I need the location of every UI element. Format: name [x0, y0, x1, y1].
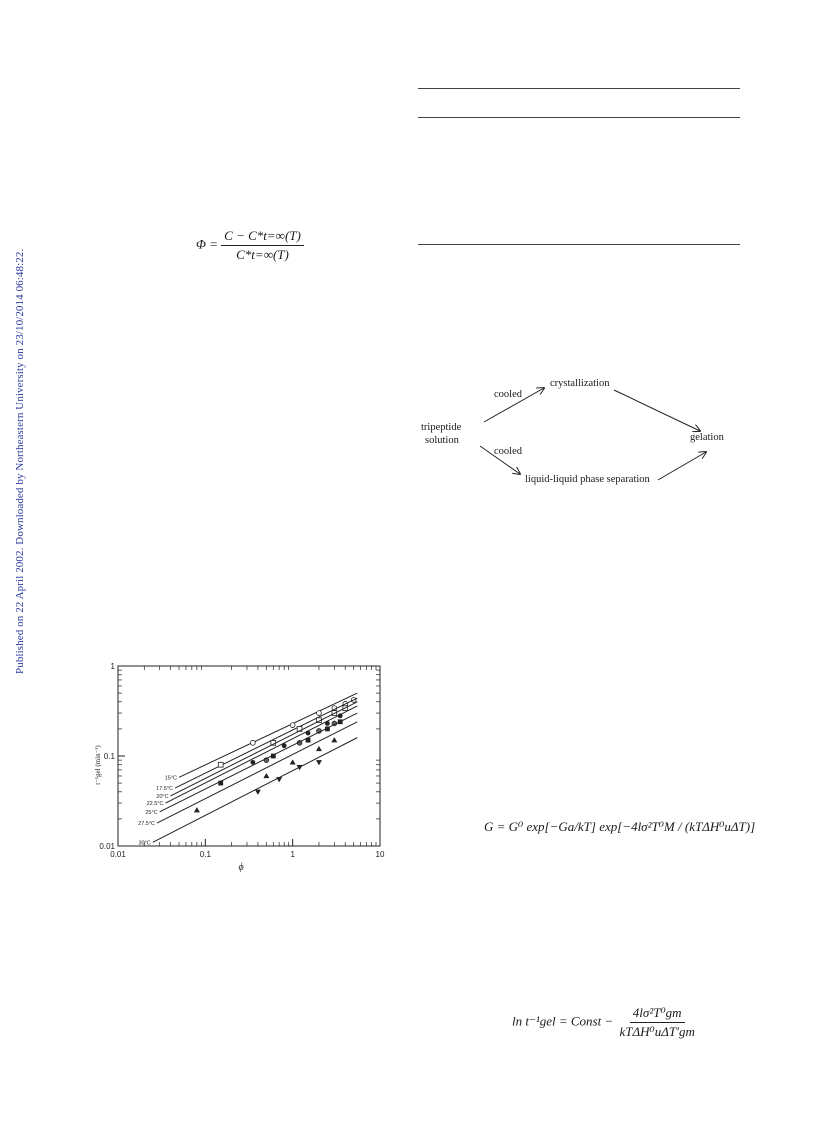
flow-separation-node: liquid-liquid phase separation	[525, 474, 650, 485]
data-point	[250, 740, 255, 745]
table-header-rule	[418, 117, 740, 118]
data-point	[316, 760, 322, 765]
phi-equation-numerator: C − C*t=∞(T)	[221, 228, 304, 246]
gel-time-equation	[512, 1005, 698, 1040]
data-point	[194, 807, 200, 812]
y-tick-label: 0.1	[103, 752, 115, 761]
series-label: 27.5°C	[138, 821, 156, 828]
data-point	[290, 759, 296, 764]
data-point	[290, 723, 295, 728]
series-line	[166, 706, 358, 803]
series-label: 17.5°C	[156, 786, 174, 793]
y-tick-label: 1	[110, 662, 115, 671]
flow-lower-path-label: cooled	[494, 446, 522, 457]
flow-diagram	[418, 370, 748, 490]
data-point	[325, 727, 330, 732]
phi-equation-fraction	[221, 228, 304, 263]
series-label: 20°C	[156, 793, 169, 800]
gel-time-equation-numerator: 4lσ²T⁰gm	[630, 1005, 685, 1023]
data-point	[263, 773, 269, 778]
arrow-crystallization-to-gelation	[614, 390, 700, 431]
data-point	[317, 711, 322, 716]
data-point	[276, 777, 282, 782]
series-label: 22.5°C	[146, 801, 164, 808]
flow-gelation-node: gelation	[690, 432, 724, 443]
gel-time-equation-denominator: kTΔH⁰uΔT′gm	[619, 1024, 695, 1039]
x-tick-label: 0.1	[199, 850, 211, 859]
flow-start-node-line2: solution	[425, 435, 459, 446]
data-point	[218, 781, 223, 786]
data-point	[316, 746, 322, 751]
y-axis-label: t⁻¹gel (min⁻¹)	[94, 745, 102, 785]
data-point	[255, 790, 261, 795]
series-label: 15°C	[164, 775, 178, 782]
gelation-rate-chart	[92, 652, 392, 872]
series-label: 30°C	[138, 840, 151, 847]
series-line	[171, 702, 358, 796]
flow-crystallization-node: crystallization	[550, 378, 610, 389]
download-margin-note: Published on 22 April 2002. Downloaded by Northeastern University on 23/10/2014 06:48:22.	[14, 248, 26, 674]
flow-start-node-line1: tripeptide	[421, 422, 462, 433]
series-line	[157, 722, 357, 823]
flow-upper-path-label: cooled	[494, 389, 522, 400]
x-tick-label: 1	[290, 850, 295, 859]
phi-equation-denominator: C*t=∞(T)	[236, 247, 289, 262]
y-tick-label: 0.01	[99, 842, 115, 851]
growth-rate-equation: G = G⁰ exp[−Ga/kT] exp[−4lσ²T⁰M / (kTΔH⁰uΔT)]	[484, 819, 756, 834]
table-bottom-rule	[418, 244, 740, 245]
x-axis-label: ϕ	[238, 862, 244, 872]
x-tick-label: 10	[375, 850, 385, 859]
gel-time-equation-fraction	[617, 1005, 698, 1040]
phi-equation	[196, 228, 304, 263]
gel-time-equation-lhs: ln t⁻¹gel = Const −	[512, 1013, 614, 1029]
phi-equation-lhs: Φ =	[196, 236, 218, 252]
data-point	[297, 765, 303, 770]
data-point	[331, 737, 337, 742]
x-tick-label: 0.01	[110, 850, 126, 859]
data-point	[338, 719, 343, 724]
data-point	[306, 738, 311, 743]
data-point	[218, 762, 223, 767]
series-label: 25°C	[145, 809, 158, 816]
data-point	[271, 754, 276, 759]
table-top-rule	[418, 88, 740, 89]
arrow-separation-to-gelation	[658, 452, 706, 480]
